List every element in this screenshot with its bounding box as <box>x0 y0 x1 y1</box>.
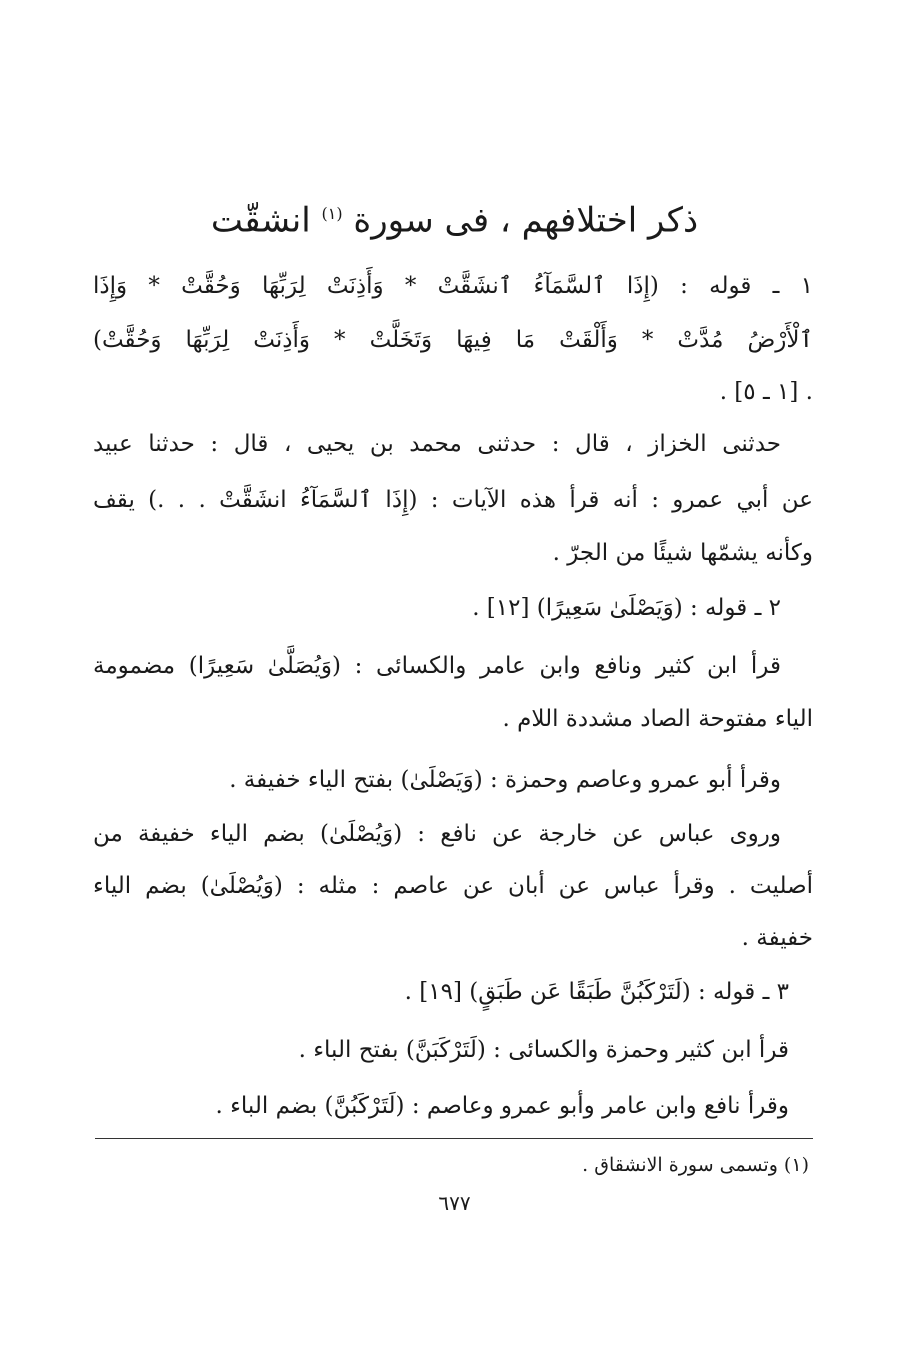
text-line-8: قرأ ابن كثير ونافع وابن عامر والكسائى : (وَيُصَلَّىٰ سَعِيرًا) مضمومة <box>93 653 781 679</box>
footnote: (١) وتسمى سورة الانشقاق . <box>582 1154 809 1176</box>
text-line-10: وقرأ أبو عمرو وعاصم وحمزة : (وَيَصْلَىٰ) بفتح الياء خفيفة . <box>229 767 781 793</box>
text-line-15: قرأ ابن كثير وحمزة والكسائى : (لَتَرْكَبَنَّ) بفتح الباء . <box>298 1037 789 1063</box>
title-footnote-mark: (١) <box>321 204 343 223</box>
text-line-16: وقرأ نافع وابن عامر وأبو عمرو وعاصم : (لَتَرْكَبُنَّ) بضم الباء . <box>215 1093 789 1119</box>
footnote-divider <box>95 1138 813 1139</box>
text-line-13: خفيفة . <box>741 925 813 951</box>
text-line-11: وروى عباس عن خارجة عن نافع : (وَيُصْلَىٰ) بضم الياء خفيفة من <box>93 821 781 847</box>
text-line-7: ٢ ـ قوله : (وَيَصْلَىٰ سَعِيرًا) [١٢] . <box>472 595 781 621</box>
chapter-title <box>100 190 809 244</box>
title-text-after: انشقّت <box>210 200 311 241</box>
text-line-2: ٱلْأَرْضُ مُدَّتْ * وَأَلْقَتْ مَا فِيهَا وَتَخَلَّتْ * وَأَذِنَتْ لِرَبِّهَا وَحُقَّتْ) <box>93 327 813 353</box>
title-text-before: ذكر اختلافهم ، فى سورة <box>353 200 699 241</box>
text-line-9: الياء مفتوحة الصاد مشددة اللام . <box>502 706 813 732</box>
text-line-14: ٣ ـ قوله : (لَتَرْكَبُنَّ طَبَقًا عَن طَبَقٍ) [١٩] . <box>404 979 789 1005</box>
text-line-5: عن أبي عمرو : أنه قرأ هذه الآيات : (إِذَا ٱلسَّمَآءُ انشَقَّتْ . . .) يقف <box>93 487 813 513</box>
text-line-12: أصليت . وقرأ عباس عن أبان عن عاصم : مثله : (وَيُصْلَىٰ) بضم الياء <box>93 873 813 899</box>
text-line-3: . [١ ـ ٥] . <box>719 379 813 405</box>
text-line-6: وكأنه يشمّها شيئًا من الجرّ . <box>552 540 813 566</box>
text-line-1: ١ ـ قوله : (إِذَا ٱلسَّمَآءُ ٱنشَقَّتْ * وَأَذِنَتْ لِرَبِّهَا وَحُقَّتْ * وَإِذَا <box>93 273 813 299</box>
page-number: ٦٧٧ <box>438 1191 471 1215</box>
text-line-4: حدثنى الخزاز ، قال : حدثنى محمد بن يحيى ، قال : حدثنا عبيد <box>93 431 781 457</box>
